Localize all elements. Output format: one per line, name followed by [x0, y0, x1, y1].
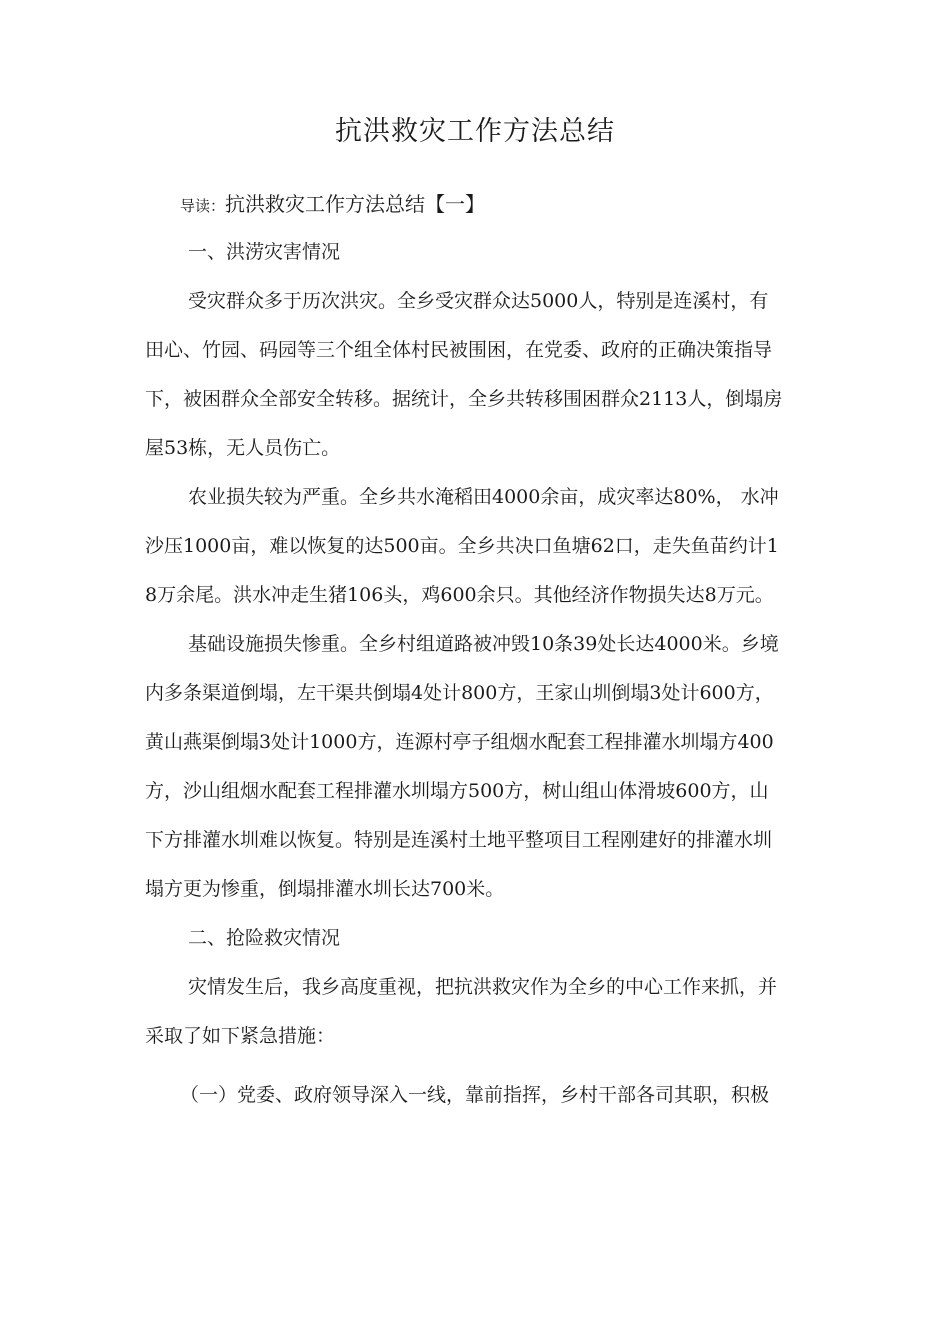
- paragraph-line: 内多条渠道倒塌，左干渠共倒塌4处计800方，王家山圳倒塌3处计600方，: [145, 682, 774, 704]
- document-title: 抗洪救灾工作方法总结: [335, 116, 615, 147]
- paragraph-line: 受灾群众多于历次洪灾。全乡受灾群众达5000人，特别是连溪村，有: [188, 290, 769, 312]
- section-heading-1: 一、洪涝灾害情况: [188, 241, 341, 263]
- paragraph-line: 黄山燕渠倒塌3处计1000方，连源村亭子组烟水配套工程排灌水圳塌方400: [145, 731, 774, 753]
- paragraph-line: 采取了如下紧急措施：: [145, 1025, 336, 1047]
- section-heading-2: 二、抢险救灾情况: [188, 927, 341, 949]
- paragraph-line: 塌方更为惨重，倒塌排灌水圳长达700米。: [145, 878, 505, 900]
- paragraph-line: 灾情发生后，我乡高度重视，把抗洪救灾作为全乡的中心工作来抓，并: [188, 976, 778, 998]
- paragraph-line: 下方排灌水圳难以恢复。特别是连溪村土地平整项目工程刚建好的排灌水圳: [145, 829, 773, 851]
- intro-line: [180, 188, 485, 222]
- paragraph-line: 沙压1000亩，难以恢复的达500亩。全乡共决口鱼塘62口，走失鱼苗约计1: [145, 535, 779, 557]
- paragraph-line: 方，沙山组烟水配套工程排灌水圳塌方500方，树山组山体滑坡600方，山: [145, 780, 769, 802]
- intro-label: 导读：: [180, 197, 226, 215]
- paragraph-line: 屋53栋，无人员伤亡。: [145, 437, 341, 459]
- paragraph-line: 农业损失较为严重。全乡共水淹稻田4000余亩，成灾率达80%， 水冲: [188, 486, 779, 508]
- intro-text: 抗洪救灾工作方法总结【一】: [225, 192, 486, 216]
- paragraph-line: 田心、竹园、码园等三个组全体村民被围困，在党委、政府的正确决策指导: [145, 339, 773, 361]
- paragraph-line: （一）党委、政府领导深入一线，靠前指挥，乡村干部各司其职，积极: [180, 1084, 770, 1106]
- paragraph-line: 基础设施损失惨重。全乡村组道路被冲毁10条39处长达4000米。乡境: [188, 633, 779, 655]
- paragraph-line: 下，被困群众全部安全转移。据统计，全乡共转移围困群众2113人，倒塌房: [145, 388, 783, 410]
- paragraph-line: 8万余尾。洪水冲走生猪106头，鸡600余只。其他经济作物损失达8万元。: [145, 584, 774, 606]
